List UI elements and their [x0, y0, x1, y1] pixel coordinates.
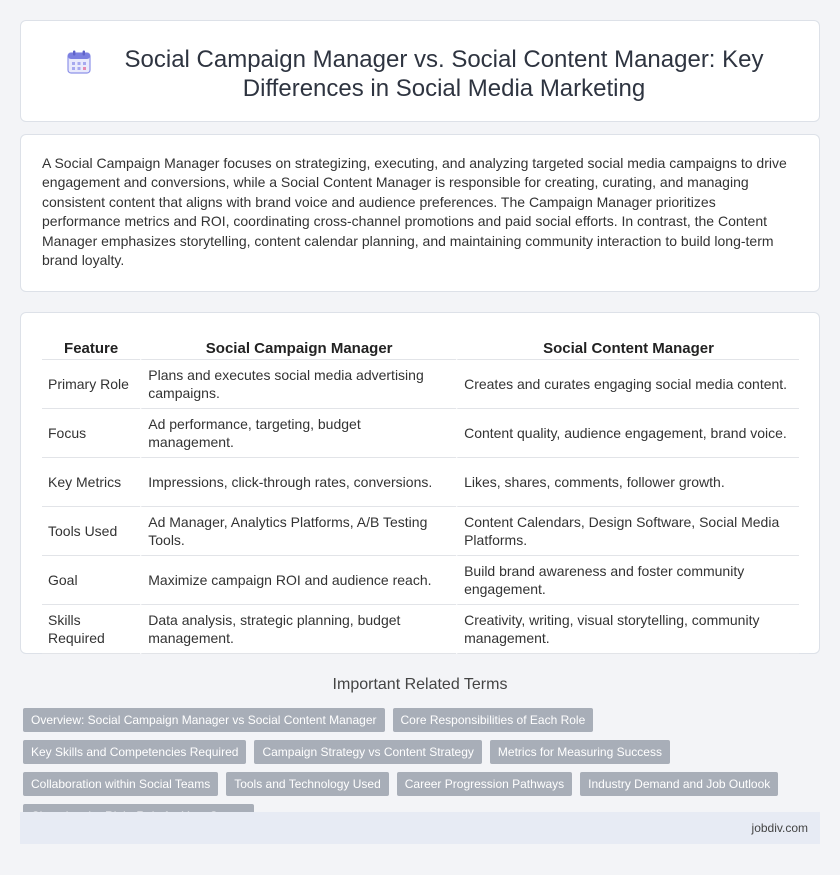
- table-row: [42, 605, 799, 654]
- row-feature: Key Metrics: [42, 458, 140, 507]
- footer: [20, 812, 820, 844]
- table-row: [42, 507, 799, 556]
- table-row: [42, 360, 799, 409]
- footer-site-link[interactable]: jobdiv.com: [751, 821, 808, 835]
- related-term-link[interactable]: Key Skills and Competencies Required: [23, 740, 246, 764]
- row-campaign-value: Impressions, click-through rates, conversions.: [140, 458, 456, 507]
- row-campaign-value: Data analysis, strategic planning, budget management.: [140, 605, 456, 654]
- related-term-link[interactable]: Career Progression Pathways: [397, 772, 572, 796]
- row-feature: Tools Used: [42, 507, 140, 556]
- row-content-value: Build brand awareness and foster community engagement.: [456, 556, 799, 605]
- row-content-value: Creativity, writing, visual storytelling, community management.: [456, 605, 799, 654]
- comparison-card: [20, 312, 820, 654]
- table-row: [42, 409, 799, 458]
- row-content-value: Creates and curates engaging social media content.: [456, 360, 799, 409]
- row-feature: Skills Required: [42, 605, 140, 654]
- row-campaign-value: Maximize campaign ROI and audience reach.: [140, 556, 456, 605]
- related-terms-heading: Important Related Terms: [332, 676, 508, 693]
- header-campaign-manager: Social Campaign Manager: [140, 330, 456, 360]
- row-campaign-value: Ad Manager, Analytics Platforms, A/B Testing Tools.: [140, 507, 456, 556]
- related-term-link[interactable]: Tools and Technology Used: [226, 772, 389, 796]
- header-content-manager: Social Content Manager: [456, 330, 799, 360]
- related-terms-list: [23, 708, 823, 828]
- related-term-link[interactable]: Campaign Strategy vs Content Strategy: [254, 740, 481, 764]
- related-term-link[interactable]: Collaboration within Social Teams: [23, 772, 218, 796]
- page-title: Social Campaign Manager vs. Social Content Manager: Key Differences in Social Media Marketing: [124, 46, 764, 102]
- row-feature: Goal: [42, 556, 140, 605]
- related-term-link[interactable]: Metrics for Measuring Success: [490, 740, 670, 764]
- row-feature: Focus: [42, 409, 140, 458]
- related-term-link[interactable]: Industry Demand and Job Outlook: [580, 772, 778, 796]
- title-card: [20, 20, 820, 122]
- table-row: [42, 458, 799, 507]
- row-campaign-value: Plans and executes social media advertising campaigns.: [140, 360, 456, 409]
- comparison-table: [42, 330, 799, 654]
- related-term-link[interactable]: Overview: Social Campaign Manager vs Social Content Manager: [23, 708, 385, 732]
- table-header-row: [42, 330, 799, 360]
- intro-card: [20, 134, 820, 292]
- related-term-link[interactable]: Core Responsibilities of Each Role: [393, 708, 594, 732]
- calendar-icon: [66, 49, 92, 75]
- row-content-value: Content quality, audience engagement, brand voice.: [456, 409, 799, 458]
- row-content-value: Content Calendars, Design Software, Social Media Platforms.: [456, 507, 799, 556]
- row-content-value: Likes, shares, comments, follower growth.: [456, 458, 799, 507]
- header-feature: Feature: [42, 330, 140, 360]
- intro-paragraph: A Social Campaign Manager focuses on strategizing, executing, and analyzing targeted social media campaigns to drive engagement and conversions, while a Social Content Manager is responsible for creating, curating, and managing consistent content that aligns with brand voice and audience preferences. The Campaign Manager prioritizes performance metrics and ROI, coordinating cross-channel promotions and paid social efforts. In contrast, the Content Manager emphasizes storytelling, content calendar planning, and maintaining community interaction to build long-term brand loyalty.: [42, 155, 787, 269]
- row-feature: Primary Role: [42, 360, 140, 409]
- table-row: [42, 556, 799, 605]
- row-campaign-value: Ad performance, targeting, budget management.: [140, 409, 456, 458]
